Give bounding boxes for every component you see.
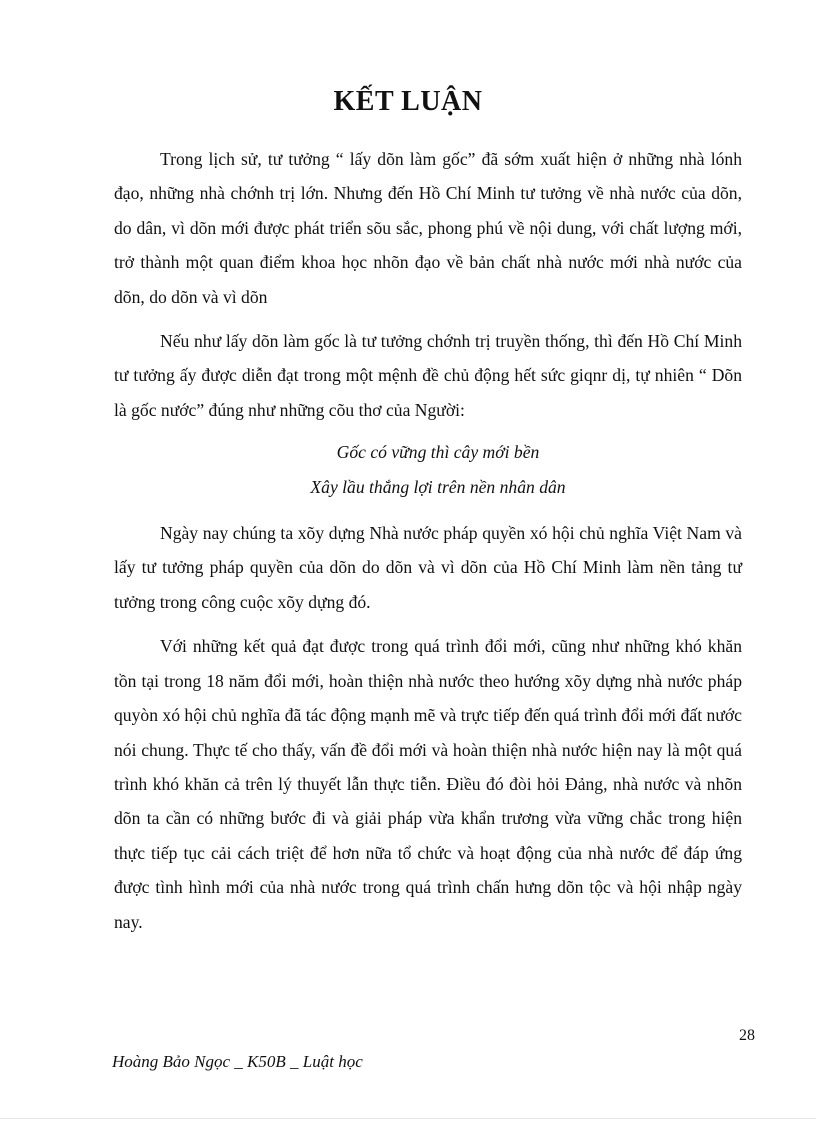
page-title: KẾT LUẬN [333,86,483,117]
page-number: 28 [739,1027,755,1044]
paragraph-4: Với những kết quả đạt được trong quá trình đổi mới, cũng như những khó khăn tồn tại trong 18 năm đổi mới, hoàn thiện nhà nước theo hướng xõy dựng nhà nước pháp quyòn xó hội chủ nghĩa đã tác động mạnh mẽ và trực tiếp đến quá trình đổi mới đất nước nói chung. Thực tế cho thấy, vấn đề đổi mới và hoàn thiện nhà nước hiện nay là một quá trình khó khăn cả trên lý thuyết lẫn thực tiễn. Điều đó đòi hỏi Đảng, nhà nước và nhõn dõn ta cần có những bước đi và giải pháp vừa khẩn trương vừa vững chắc trong hiện thực tiếp tục cải cách triệt để hơn nữa tổ chức và hoạt động của nhà nước để đáp ứng được tình hình mới của nhà nước trong quá trình chấn hưng dõn tộc và hội nhập ngày nay. [114,636,742,932]
paragraph-1: Trong lịch sử, tư tưởng “ lấy dõn làm gốc” đã sớm xuất hiện ở những nhà lónh đạo, những nhà chớnh trị lớn. Nhưng đến Hồ Chí Minh tư tưởng về nhà nước của dõn, do dân, vì dõn mới được phát triển sõu sắc, phong phú về nội dung, với chất lượng mới, trở thành một quan điểm khoa học nhõn đạo về bản chất nhà nước mới nhà nước của dõn, do dõn và vì dõn [114,149,742,307]
poem-line-2: Xây lầu thắng lợi trên nền nhân dân [310,476,566,497]
poem-line-1: Gốc có vững thì cây mới bền [336,442,540,463]
paragraph-2: Nếu như lấy dõn làm gốc là tư tưởng chớnh trị truyền thống, thì đến Hồ Chí Minh tư tưởng ấy được diễn đạt trong một mệnh đề chủ động hết sức giqnr dị, tự nhiên “ Dõn là gốc nước” đúng như những cõu thơ của Người: [114,331,742,420]
paragraph-3: Ngày nay chúng ta xõy dựng Nhà nước pháp quyền xó hội chủ nghĩa Việt Nam và lấy tư tưởng pháp quyền của dõn do dõn và vì dõn của Hồ Chí Minh làm nền tảng tư tưởng trong công cuộc xõy dựng đó. [114,523,742,612]
page-footer: Hoàng Bảo Ngọc _ K50B _ Luật học [112,1052,363,1071]
document-body [114,142,742,949]
page-edge-divider [0,1118,816,1119]
